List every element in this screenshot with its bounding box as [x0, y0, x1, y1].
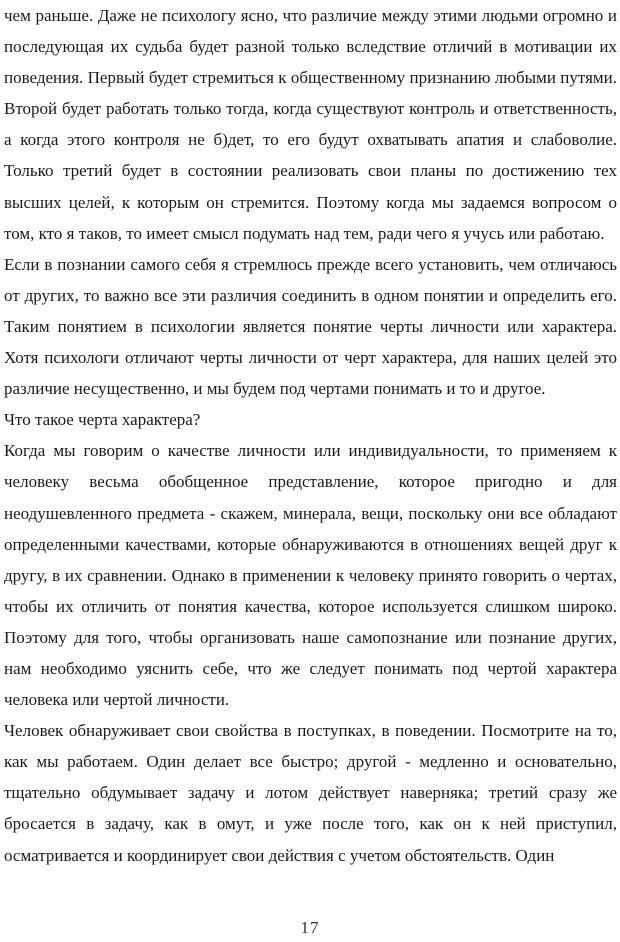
section-question: Что такое черта характера? [4, 410, 201, 430]
paragraph-1: чем раньше. Даже не психологу ясно, что различие между этими людьми огромно и последующая их судьба будет разной только вследствие отличий в мотивации их поведения. Первый будет стремиться к общественному признанию любыми путями. Второй будет работать только тогда, когда существуют контроль и ответственность, а когда этого контроля не б)дет, то его будут охватывать апатия и слабоволие. Только третий будет в состоянии реализовать свои планы по достижению тех высших целей, к которым он стремится. Поэтому когда мы задаемся вопросом о том, кто я таков, то имеет смысл подумать над тем, ради чего я учусь или работаю. [4, 6, 617, 243]
paragraph-3: Когда мы говорим о качестве личности или индивидуальности, то применяем к человеку весьма обобщенное представление, которое пригодно и для неодушевленного предмета - скажем, минерала, вещи, поскольку они все обладают определенными качествами, которые обнаруживаются в отношениях вещей друг к другу, в их сравнении. Однако в применении к человеку принято говорить о чертах, чтобы их отличить от понятия качества, которое используется слишком широко. Поэтому для того, чтобы организовать наше самопознание или познание других, нам необходимо уяснить себе, что же следует понимать под чертой характера человека или чертой личности. [4, 441, 617, 710]
paragraph-4: Человек обнаруживает свои свойства в поступках, в поведении. Посмотрите на то, как мы работаем. Один делает все быстро; другой - медленно и основательно, тщательно обдумывает задачу и лотом действует наверняка; третий сразу же бросается в задачу, как в омут, и уже после того, как он к ней приступил, осматривается и координирует свои действия с учетом обстоятельств. Один [4, 721, 617, 865]
paragraph-2: Если в познании самого себя я стремлюсь прежде всего установить, чем отличаюсь от других, то важно все эти различия соединить в одном понятии и определить его. Таким понятием в психологии является понятие черты личности или характера. Хотя психологи отличают черты личности от черт характера, для наших целей это различие несущественно, и мы будем под чертами понимать и то и другое. [4, 254, 617, 399]
body-text [4, 0, 617, 871]
page-number: 17 [300, 918, 320, 937]
